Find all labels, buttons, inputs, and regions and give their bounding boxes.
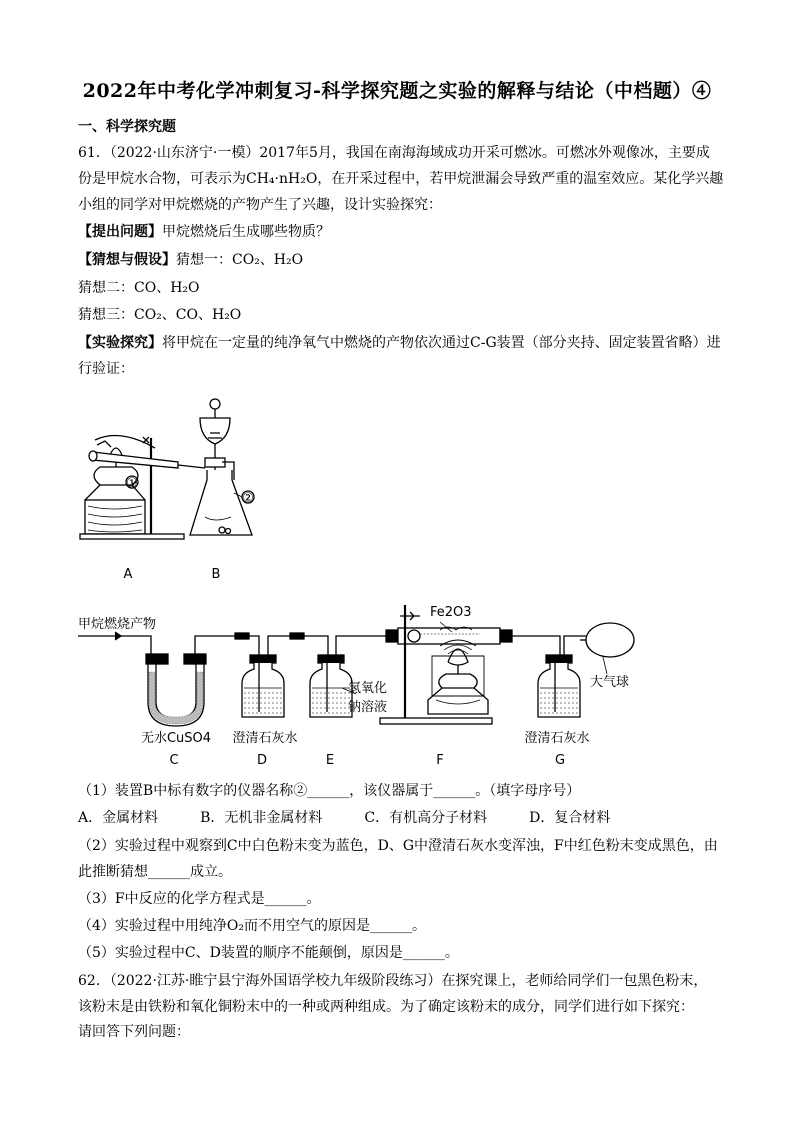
q61-part5: （5）实验过程中C、D装置的顺序不能颠倒，原因是______。 (78, 945, 459, 961)
label-g: G (554, 753, 566, 768)
apparatus-a (80, 436, 205, 540)
section-heading: 一、科学探究题 (78, 119, 176, 135)
naoh-label-1: 氢氧化 (348, 681, 388, 696)
exp-text: 将甲烷在一定量的纯净氧气中燃烧的产物依次通过C-G装置（部分夹持、固定装置省略）进 (162, 335, 721, 351)
fe2o3-label: Fe2O3 (430, 605, 472, 620)
apparatus-f (380, 605, 512, 724)
cuso4-label: 无水CuSO4 (140, 731, 212, 746)
guess-three: 猜想三：CO₂、CO、H₂O (78, 307, 242, 323)
ask-text: 甲烷燃烧后生成哪些物质？ (162, 224, 330, 240)
q61-stem-line2: 份是甲烷水合物，可表示为CH₄·nH₂O，在开采过程中，若甲烷泄漏会导致严重的温室效应。某化学兴趣 (78, 171, 724, 187)
q61-part2-line1: （2）实验过程中观察到C中白色粉末变为蓝色，D、G中澄清石灰水变浑浊，F中红色粉末变成黑色，由 (78, 838, 718, 854)
mark-two: ② (242, 491, 254, 506)
q61-options: A．金属材料 B．无机非金属材料 C．有机高分子材料 D．复合材料 (78, 810, 611, 826)
limewater-g-label: 澄清石灰水 (524, 731, 590, 746)
q61-stem-line1: 61．（2022·山东济宁·一模）2017年5月，我国在南海海域成功开采可燃冰。可燃冰外观像冰，主要成 (78, 145, 710, 161)
naoh-label-2: 钠溶液 (348, 700, 388, 715)
q61-part2-line2: 此推断猜想______成立。 (78, 864, 232, 880)
apparatus-c (146, 636, 235, 726)
q61-part3: （3）F中反应的化学方程式是______。 (78, 891, 321, 907)
label-e: E (325, 753, 335, 768)
label-a: A (123, 567, 133, 582)
balloon (580, 623, 634, 674)
mark-one: ① (126, 476, 138, 491)
q61-part1: （1）装置B中标有数字的仪器名称②______，该仪器属于______。（填字母序号） (78, 783, 581, 799)
label-d: D (256, 753, 268, 768)
label-c: C (169, 753, 179, 768)
q61-part4: （4）实验过程中用纯净O₂而不用空气的原因是______。 (78, 918, 426, 934)
q62-stem-line3: 请回答下列问题： (78, 1024, 190, 1040)
ask-tag: 【提出问题】 (78, 224, 162, 240)
apparatus-d (242, 636, 290, 717)
guess-two: 猜想二：CO、H₂O (78, 280, 200, 296)
limewater-d-label: 澄清石灰水 (232, 731, 298, 746)
exp-tag: 【实验探究】 (78, 335, 162, 351)
q62-stem-line2: 该粉末是由铁粉和氧化铜粉末中的一种或两种组成。为了确定该粉末的成分，同学们进行如下探究： (78, 999, 694, 1015)
q62-stem-line1: 62．（2022·江苏·睢宁县宁海外国语学校九年级阶段练习）在探究课上，老师给同学们一包黑色粉末， (78, 973, 708, 989)
q61-stem-line3: 小组的同学对甲烷燃烧的产物产生了兴趣，设计实验探究： (78, 197, 442, 213)
guess-one: 猜想一：CO₂、H₂O (176, 252, 304, 268)
q61-exp-line2: 行验证： (78, 361, 134, 377)
balloon-label: 大气球 (590, 675, 630, 690)
label-b: B (211, 567, 221, 582)
product-label: 甲烷燃烧产物 (78, 617, 157, 632)
label-f: F (436, 753, 444, 768)
page-title: 2022年中考化学冲刺复习-科学探究题之实验的解释与结论（中档题）④ (82, 80, 712, 102)
guess-tag: 【猜想与假设】 (78, 252, 176, 268)
apparatus-g (538, 636, 586, 717)
